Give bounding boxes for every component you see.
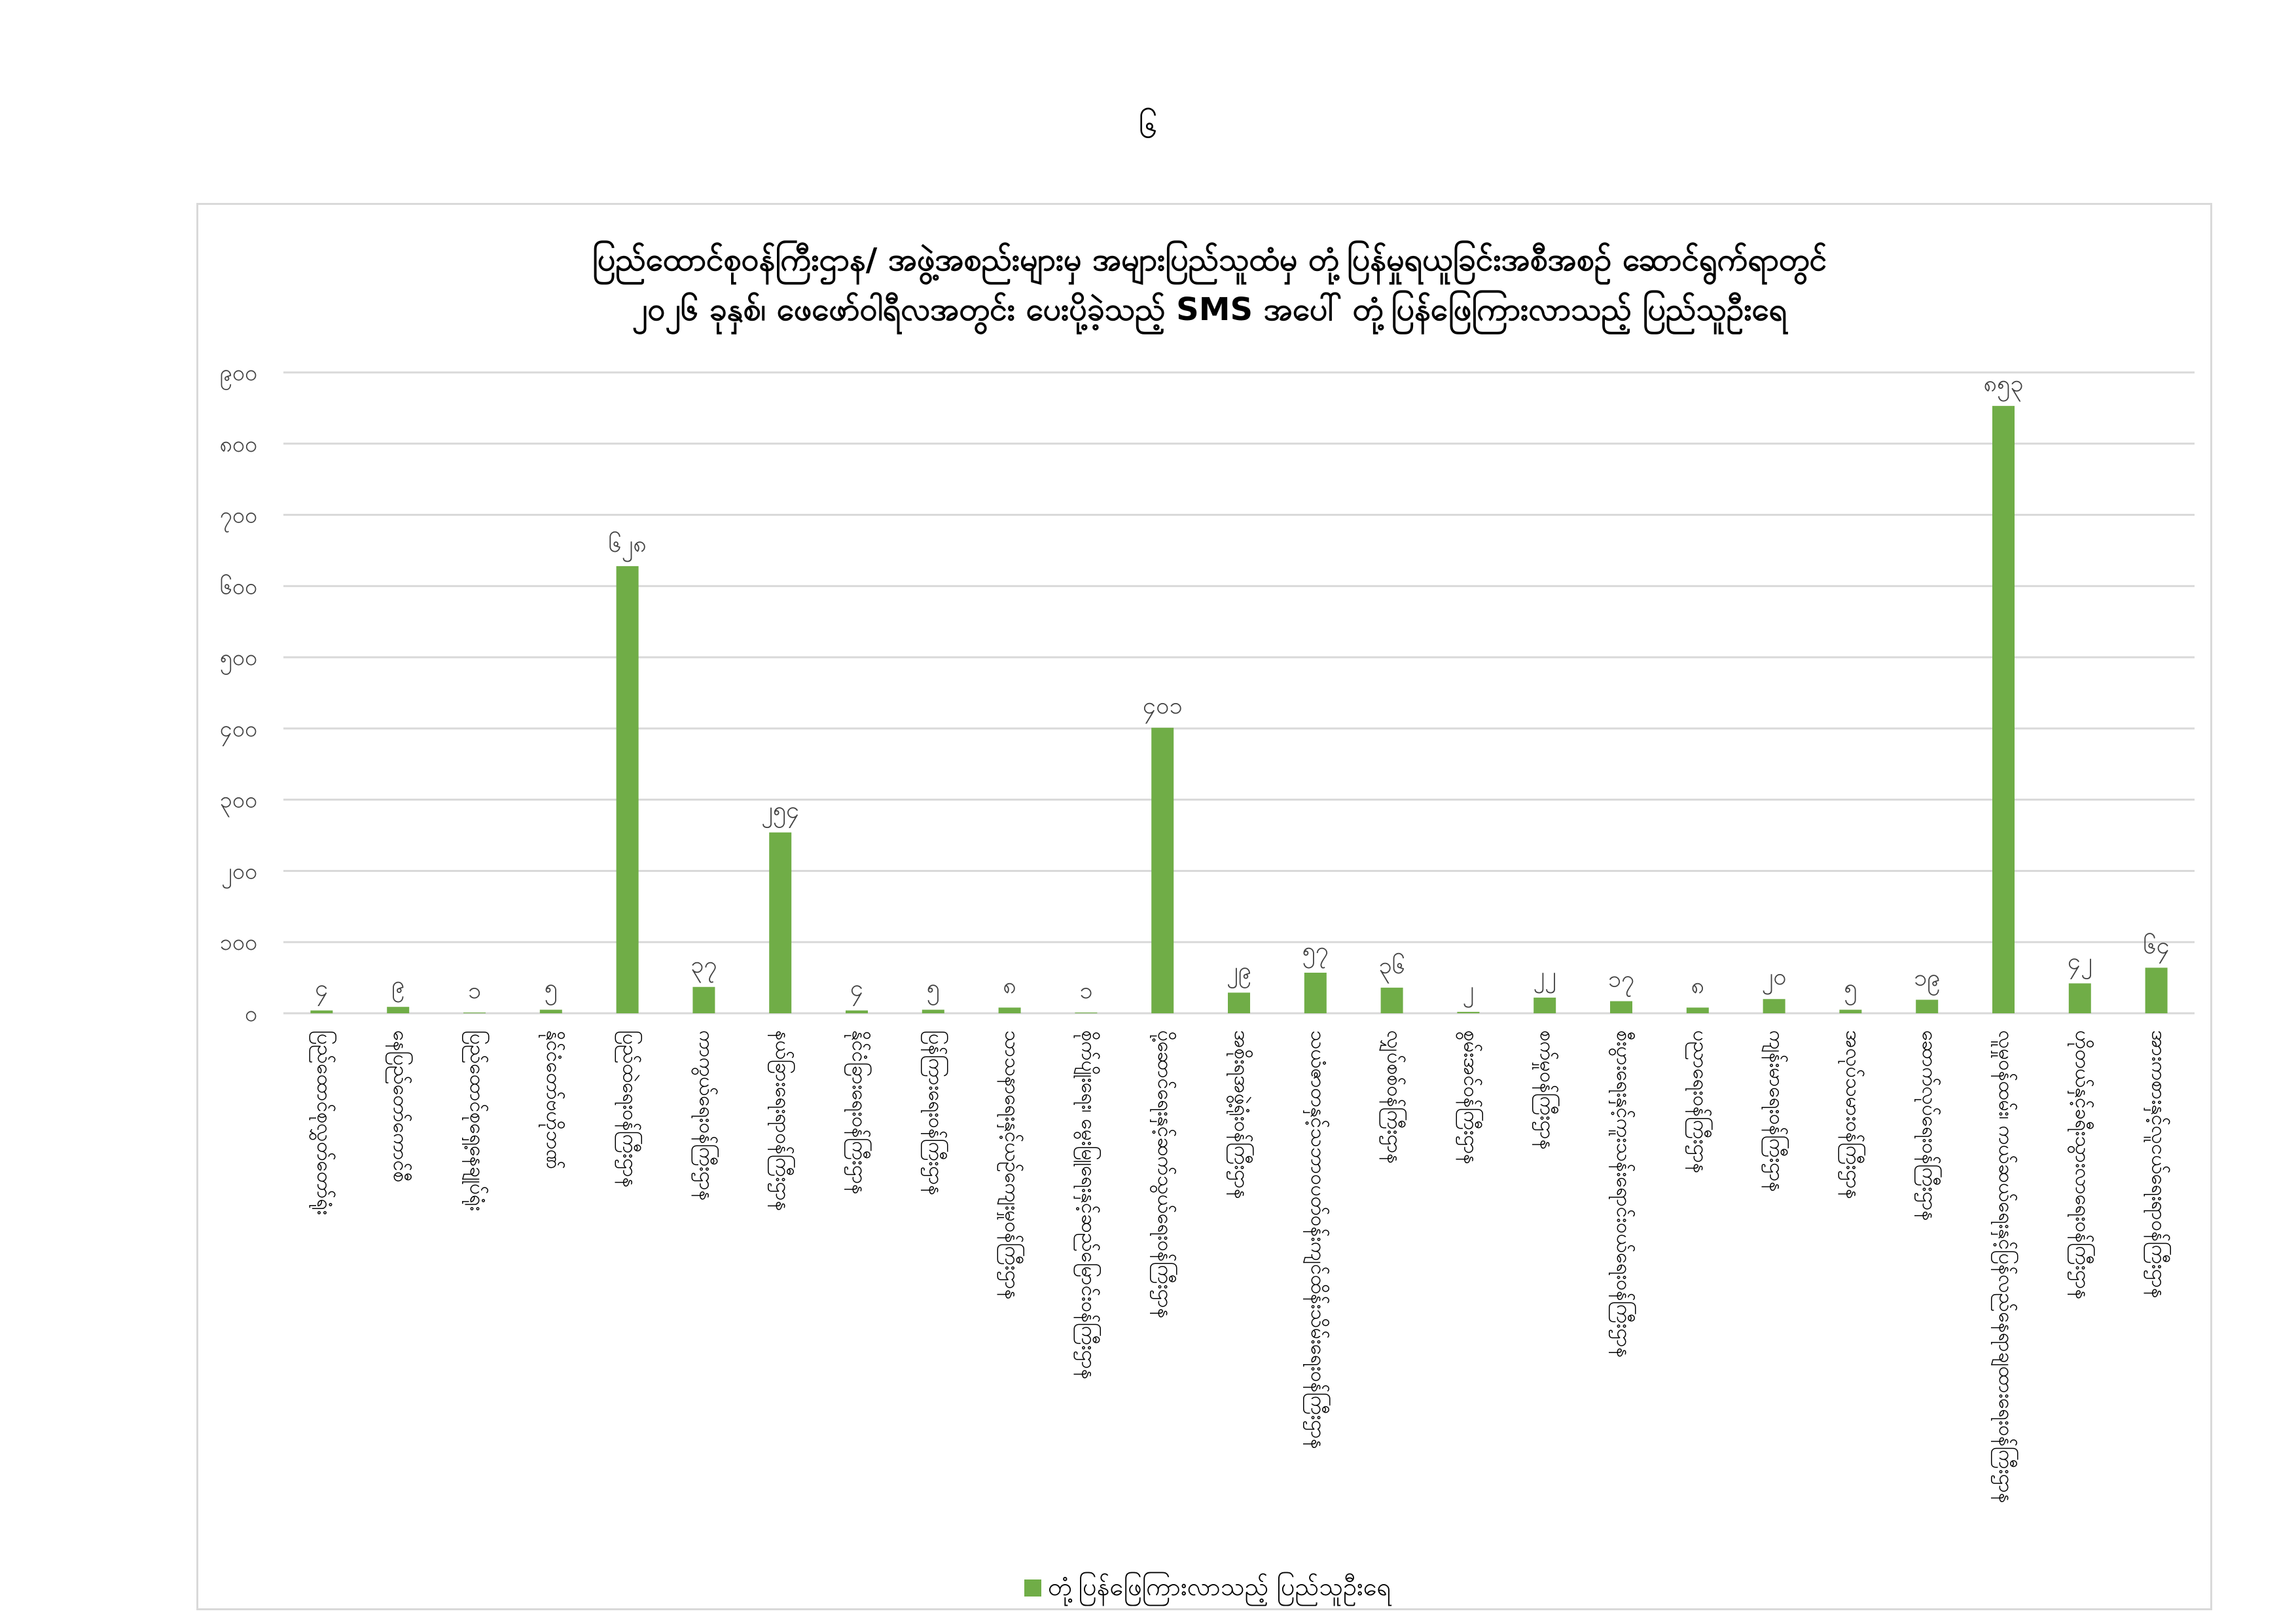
data-label: ၅ [1844, 974, 1857, 1001]
data-label: ၂၅၄ [761, 797, 800, 824]
data-label: ၃၇ [691, 951, 717, 979]
category-label: နေပြည်တော်ကောင်စီ [389, 1030, 412, 1183]
data-label: ၁၇ [1607, 965, 1635, 993]
bar [922, 1010, 944, 1013]
data-label: ၂၂ [1533, 962, 1556, 990]
bar [1916, 1000, 1938, 1013]
gridlines [283, 372, 2195, 1013]
data-labels [315, 370, 2170, 1008]
bar [999, 1007, 1021, 1013]
category-label: ပြန်ကြားရေးဝန်ကြီးဌာန [924, 1030, 947, 1196]
data-label: ၅၇ [1302, 937, 1329, 964]
data-label: ၃၆ [1378, 952, 1405, 979]
bar [2145, 967, 2168, 1013]
y-tick-label: ၁၀၀ [219, 929, 257, 956]
legend-label: တုံ့ပြန်ဖြေကြားလာသည့် ပြည်သူဦးရေ [1048, 1572, 1391, 1601]
category-label: ကျန်းမာရေးဝန်ကြီးဌာန [1765, 1030, 1788, 1192]
y-tick-label: ၅၀၀ [219, 645, 257, 672]
data-label: ၆၄ [2143, 932, 2170, 960]
bar [1610, 1001, 1632, 1013]
bars [310, 406, 2167, 1013]
bar [387, 1007, 409, 1013]
category-label: ပြည်ထောင်စုရှေ့နေချုပ်ရုံး [465, 1030, 488, 1212]
data-label: ၅ [926, 974, 940, 1001]
category-label: ဆောက်လုပ်ရေးဝန်ကြီးဌာန [1918, 1030, 1941, 1221]
chart-title-line-2: ၂၀၂၆ ခုနှစ်၊ ဖေဖော်ဝါရီလအတွင်း ပေးပို့ခဲ့သည့် SMS အပေါ် တုံ့ပြန်ဖြေကြားလာသည့် ပြည်သူဦးရေ [632, 291, 1787, 328]
data-label: ၄ [850, 975, 864, 1002]
category-label: နိုင်ငံတော်ဗဟိုဘဏ် [541, 1030, 565, 1170]
data-label: ၂၉ [1227, 957, 1251, 984]
y-tick-label: ၀ [244, 1001, 257, 1027]
data-label: ၁ [467, 977, 482, 1004]
y-tick-label: ၆၀၀ [219, 573, 257, 600]
data-label: ၈ [1003, 972, 1016, 1000]
category-label: လျှပ်စစ်ဝန်ကြီးဌာန [1382, 1030, 1406, 1164]
category-label: သယံဇာတနှင့်သဘာဝပတ်ဝန်းကျင်ထိန်းသိမ်းရေးဝန်ကြီးဌာန [1306, 1030, 1329, 1449]
category-label: ကာကွယ်ရေးဝန်ကြီးဌာန [694, 1030, 718, 1201]
bar-chart [198, 205, 2210, 1608]
category-label: ပြည်ထဲရေးဝန်ကြီးဌာန [618, 1030, 641, 1188]
bar [1457, 1012, 1479, 1013]
data-label: ၉ [391, 971, 405, 999]
data-label: ၂၀ [1761, 964, 1787, 991]
data-label: ၁၉ [1913, 964, 1941, 992]
bar [1534, 998, 1556, 1013]
x-axis-categories [308, 1030, 2171, 1503]
category-label: ပညာရေးဝန်ကြီးဌာန [1688, 1030, 1712, 1174]
bar [1304, 973, 1327, 1013]
bar [692, 987, 715, 1013]
bar [769, 833, 791, 1013]
category-label: အလုပ်သမားဝန်ကြီးဌာန [1841, 1030, 1865, 1199]
legend-swatch [1024, 1579, 1041, 1597]
bar [1151, 728, 1174, 1013]
y-tick-label: ၇၀၀ [219, 502, 257, 529]
category-label: လူမှုဝန်ထမ်း၊ ကယ်ဆယ်ရေးနှင့်ပြန်လည်နေရာချထားရေးဝန်ကြီးဌာန [1994, 1030, 2017, 1504]
y-tick-label: ၄၀၀ [219, 715, 257, 742]
legend [1024, 1572, 1391, 1606]
category-label: အစိုးရအဖွဲ့ရုံးဝန်ကြီးဌာန [1230, 1030, 1253, 1199]
data-label: ၅ [544, 974, 558, 1001]
bar [1687, 1007, 1709, 1013]
bar [1381, 988, 1403, 1013]
data-label: ၄၀၁ [1142, 692, 1183, 719]
category-label: အားကစားနှင့်လူငယ်ရေးရာဝန်ကြီးဌာန [2147, 1030, 2170, 1299]
category-label: စက်မှုဝန်ကြီးဌာန [1535, 1030, 1559, 1150]
chart-title [592, 240, 1827, 335]
category-label: ဟိုတယ်နှင့်ခရီးသွားလာရေးဝန်ကြီးဌာန [2070, 1030, 2094, 1299]
bar [617, 566, 639, 1013]
category-label: စိုက်ပျိုးရေး၊ မွေးမြူရေးနှင့်ဆည်မြောင်းဝန်ကြီးဌာန [1077, 1030, 1100, 1380]
category-label: သာသနာရေးနှင့်ယဉ်ကျေးမှုဝန်ကြီးဌာန [1000, 1030, 1024, 1300]
bar [1839, 1010, 1861, 1013]
chart-frame [196, 203, 2212, 1610]
bar [846, 1011, 868, 1013]
category-label: စီးပွားရေးနှင့်ကူးသန်းရောင်းဝယ်ရေးဝန်ကြီးဌာန [1612, 1030, 1635, 1358]
page-number: ၆ [1138, 107, 1158, 146]
chart-title-line-1: ပြည်ထောင်စုဝန်ကြီးဌာန/ အဖွဲ့အစည်းများမှ အများပြည်သူထံမှ တုံ့ပြန်မှုရယူခြင်းအစီအစဉ် ဆောင်ရွက်ရာတွင် [592, 242, 1827, 278]
category-label: ပြည်ထောင်စုလွှတ်တော်ရုံး [312, 1030, 336, 1216]
category-label: ပို့ဆောင်ရေးနှင့်ဆက်သွယ်ရေးဝန်ကြီးဌာန [1153, 1030, 1177, 1318]
category-label: နယ်ခြားရေးရာဝန်ကြီးဌာန [771, 1030, 795, 1212]
bar [1228, 992, 1250, 1013]
data-label: ၄၂ [2067, 948, 2092, 975]
data-label: ၄ [315, 975, 329, 1002]
y-axis-ticks [219, 360, 257, 1027]
data-label: ၈၅၃ [1983, 370, 2024, 398]
data-label: ၁ [1079, 977, 1093, 1004]
category-label: စွမ်းအင်ဝန်ကြီးဌာန [1459, 1030, 1482, 1164]
category-label: နိုင်ငံခြားရေးဝန်ကြီးဌာန [848, 1030, 870, 1195]
y-tick-label: ၈၀၀ [219, 431, 257, 458]
data-label: ၈ [1691, 972, 1705, 1000]
y-tick-label: ၉၀၀ [219, 360, 257, 386]
data-label: ၆၂၈ [608, 530, 647, 558]
bar [2069, 983, 2091, 1013]
bar [540, 1010, 562, 1013]
bar [1992, 406, 2015, 1013]
y-tick-label: ၂၀၀ [221, 858, 257, 885]
y-tick-label: ၃၀၀ [219, 787, 257, 814]
data-label: ၂ [1462, 976, 1475, 1003]
bar [310, 1011, 332, 1013]
bar [1763, 999, 1785, 1013]
